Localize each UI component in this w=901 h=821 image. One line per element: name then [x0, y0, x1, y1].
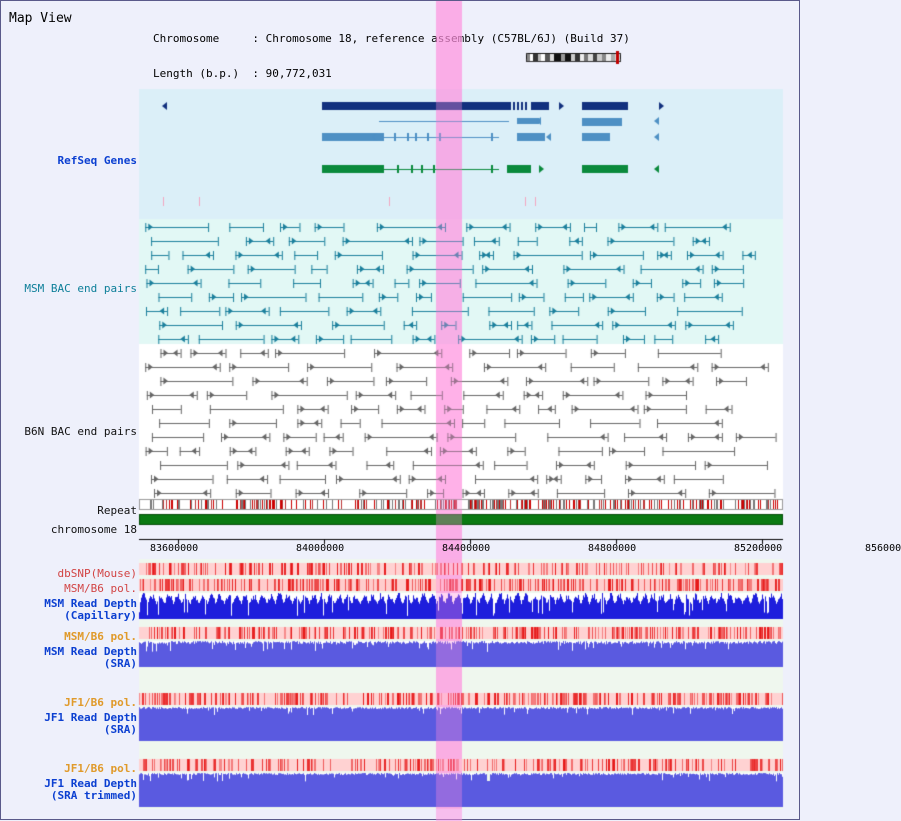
axis-tick-1: 84000000 [296, 543, 345, 554]
track-label-jf1-depth-sra: JF1 Read Depth [44, 711, 137, 724]
axis-tick-0: 83600000 [150, 543, 199, 554]
coordinate-axis [139, 543, 901, 559]
axis-tick-3: 84800000 [588, 543, 637, 554]
track-label-jf1-b6-pol-1: JF1/B6 pol. [64, 696, 137, 709]
track-label-msm-depth-sra: MSM Read Depth [44, 645, 137, 658]
track-label-msm-depth-sra-sub: (SRA) [103, 657, 137, 670]
axis-tick-5: 856000 [865, 543, 901, 554]
track-label-repeat: Repeat [97, 504, 137, 517]
track-label-jf1-depth-trimmed: JF1 Read Depth [44, 777, 137, 790]
track-label-dbsnp: dbSNP(Mouse) [57, 567, 137, 580]
track-label-b6n-bac: B6N BAC end pairs [24, 425, 137, 438]
track-label-msm-b6-pol-1: MSM/B6 pol. [64, 582, 137, 595]
track-label-msm-b6-pol-2: MSM/B6 pol. [64, 630, 137, 643]
track-label-jf1-b6-pol-2: JF1/B6 pol. [64, 762, 137, 775]
track-label-msm-depth-capillary: MSM Read Depth [44, 597, 137, 610]
track-label-msm-bac: MSM BAC end pairs [24, 282, 137, 295]
track-label-chromosome: chromosome 18 [50, 523, 137, 536]
track-label-jf1-depth-sra-sub: (SRA) [103, 723, 137, 736]
axis-tick-4: 85200000 [734, 543, 783, 554]
axis-tick-2: 84400000 [442, 543, 491, 554]
track-label-jf1-depth-trimmed-sub: (SRA trimmed) [50, 789, 137, 802]
track-label-msm-depth-capillary-sub: (Capillary) [64, 609, 137, 622]
track-label-refseq: RefSeq Genes [57, 154, 137, 167]
